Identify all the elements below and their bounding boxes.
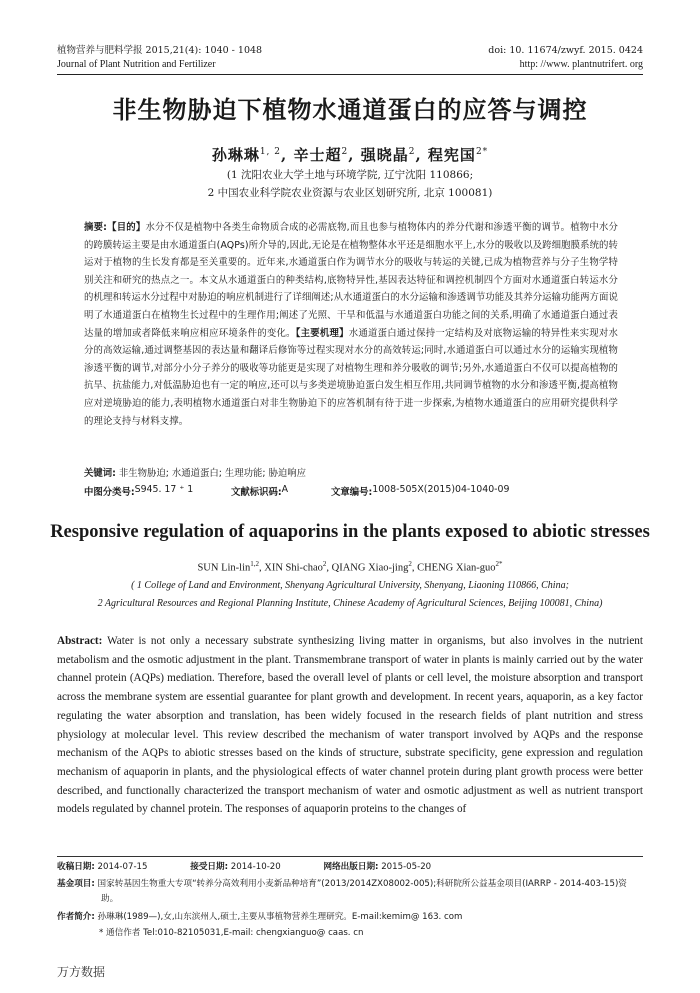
author-affiliation-mark: 2* [495, 560, 503, 568]
keywords-cn [84, 465, 306, 479]
accepted-value: 2014-10-20 [230, 862, 281, 872]
author-separator: , [411, 562, 418, 574]
online-label: 网络出版日期: [323, 862, 379, 872]
author-affiliation-mark: 2* [475, 147, 489, 157]
clc-code [84, 484, 194, 498]
author-name: 强晓晶 [360, 146, 409, 164]
article-number [331, 484, 510, 498]
journal-citation-cn: 植物营养与肥料学报 2015,21(4): 1040 - 1048 [57, 45, 263, 56]
author-bio-text: 孙琳琳(1989—),女,山东滨州人,硕士,主要从事植物营养生理研究。E-mail:kemim@ 163. com [97, 912, 463, 922]
funding-text: 国家转基因生物重大专项“转养分高效利用小麦新品种培育”(2013/2014ZX08002-005);科研院所公益基金项目(IARRP - 2014-403-15)资助。 [97, 879, 627, 904]
author-separator: , [259, 562, 265, 574]
affiliation-en-1: ( 1 College of Land and Environment, Shenyang Agricultural University, Shenyang, Liaoning 110866, China; [131, 580, 569, 591]
accepted-date [190, 862, 301, 872]
objective-label: 【目的】 [107, 222, 146, 233]
online-value: 2015-05-20 [381, 862, 432, 872]
author-affiliation-mark: 2 [341, 147, 349, 157]
article-number-value: 1008-505X(2015)04-1040-09 [372, 484, 510, 495]
doc-value: A [281, 484, 289, 495]
doc-label: 文献标识码: [231, 487, 282, 498]
abstract-label: 摘要: [84, 222, 108, 233]
accepted-label: 接受日期: [190, 862, 229, 872]
doi-text: doi: 10. 11674/zwyf. 2015. 0424 [488, 45, 643, 56]
keywords-text: 非生物胁迫; 水通道蛋白; 生理功能; 胁迫响应 [118, 468, 307, 479]
clc-value: S945. 17 ⁺ 1 [134, 484, 194, 495]
author-name: 程宪国 [427, 146, 476, 164]
author-separator: , [348, 146, 355, 164]
dates-footnote [57, 860, 643, 875]
wanfang-data-logo: 万方数据 [57, 965, 106, 979]
affiliation-en-2: 2 Agricultural Resources and Regional Planning Institute, Chinese Academy of Agricultural Sciences, Beijing 100081, China) [97, 598, 603, 609]
affiliation-cn-2: 2 中国农业科学院农业资源与农业区划研究所, 北京 100081) [207, 187, 493, 199]
article-title-cn: 非生物胁迫下植物水通道蛋白的应答与调控 [112, 96, 588, 124]
abstract-en-text: Water is not only a necessary substrate synthesizing living matter in organisms, but also involves in the nutrient metabolism and the osmotic adjustment in the plant. Transmembrane transport of water in plants is mainly carried out by the water channel protein (AQPs) mediation. Therefore, based the overall level of plants or cell level, the moisture absorption and transport across the membrane system are essential guarantee for plant growth and development. In recent years, aquaporin, as a key factor regulating the water absorption and translation, has been widely focused in the research fields of plant nutrition and stress physiology at molecular level. This review described the mechanism of water transport involved by AQPs and the response mechanism of the AQPs to abiotic stresses based on the kinds of structure, substrate specificity, gene expression and regulation mechanism of aquaporin in plants, and the physiological effects of water channel protein during plant growth process were better described, and functionally characterized the transport mechanism of water and osmotic adjustment as well as nutrient transport models regulated by channel protein. The responses of aquaporin proteins to the changes of [57, 635, 643, 816]
author-name: CHENG Xian-guo [417, 562, 496, 574]
author-name: SUN Lin-lin [197, 562, 251, 574]
online-date [323, 862, 451, 872]
author-bio-footnote [57, 910, 643, 925]
abstract-en-label: Abstract: [57, 635, 103, 647]
objective-text: 水分不仅是植物中各类生命物质合成的必需底物,而且也参与植物体内的养分代谢和渗透平衡的调节。植物中水分的跨膜转运主要是由水通道蛋白(AQPs)所介导的,因此,无论是在植物整体水平还是细胞水平上,水分的吸收以及跨细胞膜系统的转运对于植物的生长发育都是至关重要的。近年来,水通道蛋白作为调节水分的吸收与转运的关键,已成为植物营养与分子生物学特别关注和研究的热点之一。本文从水通道蛋白的种类结构,底物特异性,基因表达特征和调控机制四个方面对水通道蛋白转运水分的机理和转运水分过程中对胁迫的响应机制进行了详细阐述;从水通道蛋白的水分运输和渗透调节功能及其养分运输功能两方面说明了水通道蛋白在植物生长过程中的生理作用;阐述了光照、干旱和低温与水通道蛋白功能之间的关系,明确了水通道蛋白通过表达量的增加或者降低来响应相应环境条件的变化。 [84, 222, 618, 339]
funding-footnote [57, 877, 643, 907]
author-bio-label: 作者简介: [57, 912, 95, 922]
article-number-label: 文章编号: [331, 487, 373, 498]
received-date [57, 862, 168, 872]
abstract-cn [84, 219, 618, 430]
author-separator: , [281, 146, 288, 164]
abstract-en [57, 632, 643, 819]
clc-label: 中图分类号: [84, 487, 135, 498]
author-affiliation-mark: 2 [408, 147, 416, 157]
author-name: 孙琳琳 [211, 146, 260, 164]
author-affiliation-mark: 2 [408, 560, 412, 568]
corresponding-author-footnote: * 通信作者 Tel:010-82105031,E-mail: chengxianguo@ caas. cn [99, 928, 364, 938]
received-label: 收稿日期: [57, 862, 95, 872]
author-name: XIN Shi-chao [264, 562, 323, 574]
keywords-label: 关键词: [84, 468, 116, 479]
author-name: 辛士超 [293, 146, 342, 164]
journal-url[interactable]: http: //www. plantnutrifert. org [519, 59, 643, 70]
author-affiliation-mark: 1, 2 [259, 147, 282, 157]
mechanism-label: 【主要机理】 [295, 327, 349, 339]
journal-name-en: Journal of Plant Nutrition and Fertilizer [57, 59, 216, 70]
author-list-en [0, 560, 700, 574]
footnote-divider [57, 856, 643, 857]
author-name: QIANG Xiao-jing [331, 562, 409, 574]
author-affiliation-mark: 2 [322, 560, 327, 568]
author-separator: , [415, 146, 422, 164]
received-value: 2014-07-15 [97, 862, 148, 872]
article-title-en: Responsive regulation of aquaporins in the plants exposed to abiotic stresses [50, 522, 650, 542]
author-affiliation-mark: 1,2 [250, 560, 259, 568]
funding-label: 基金项目: [57, 879, 95, 889]
author-separator: , [326, 562, 332, 574]
header-divider [57, 74, 643, 75]
affiliation-cn-1: (1 沈阳农业大学土地与环境学院, 辽宁沈阳 110866; [226, 169, 474, 181]
mechanism-text: 水通道蛋白通过保持一定结构及对底物运输的特异性来实现对水分的高效运输,通过调整基因的表达量和翻译后修饰等过程实现对水分的高效转运;同时,水通道蛋白可以通过水分的运输实现植物渗透平衡的调节,对部分小分子养分的吸收等功能更是实现了对植物生理和养分吸收的调节;另外,水通道蛋白不仅可以提高植物的抗旱、抗盐能力,对低温胁迫也有一定的响应,还可以与多类逆境胁迫蛋白发生相互作用,共同调节植物的水分和渗透平衡,提高植物应对逆境胁迫的能力,表明植物水通道蛋白对非生物胁迫下的应答机制有待于进一步探索,为植物水通道蛋白的应用研究提供科学的理论支持与材料支撑。 [84, 327, 619, 427]
doc-code [231, 484, 289, 498]
author-list-cn [0, 144, 700, 165]
